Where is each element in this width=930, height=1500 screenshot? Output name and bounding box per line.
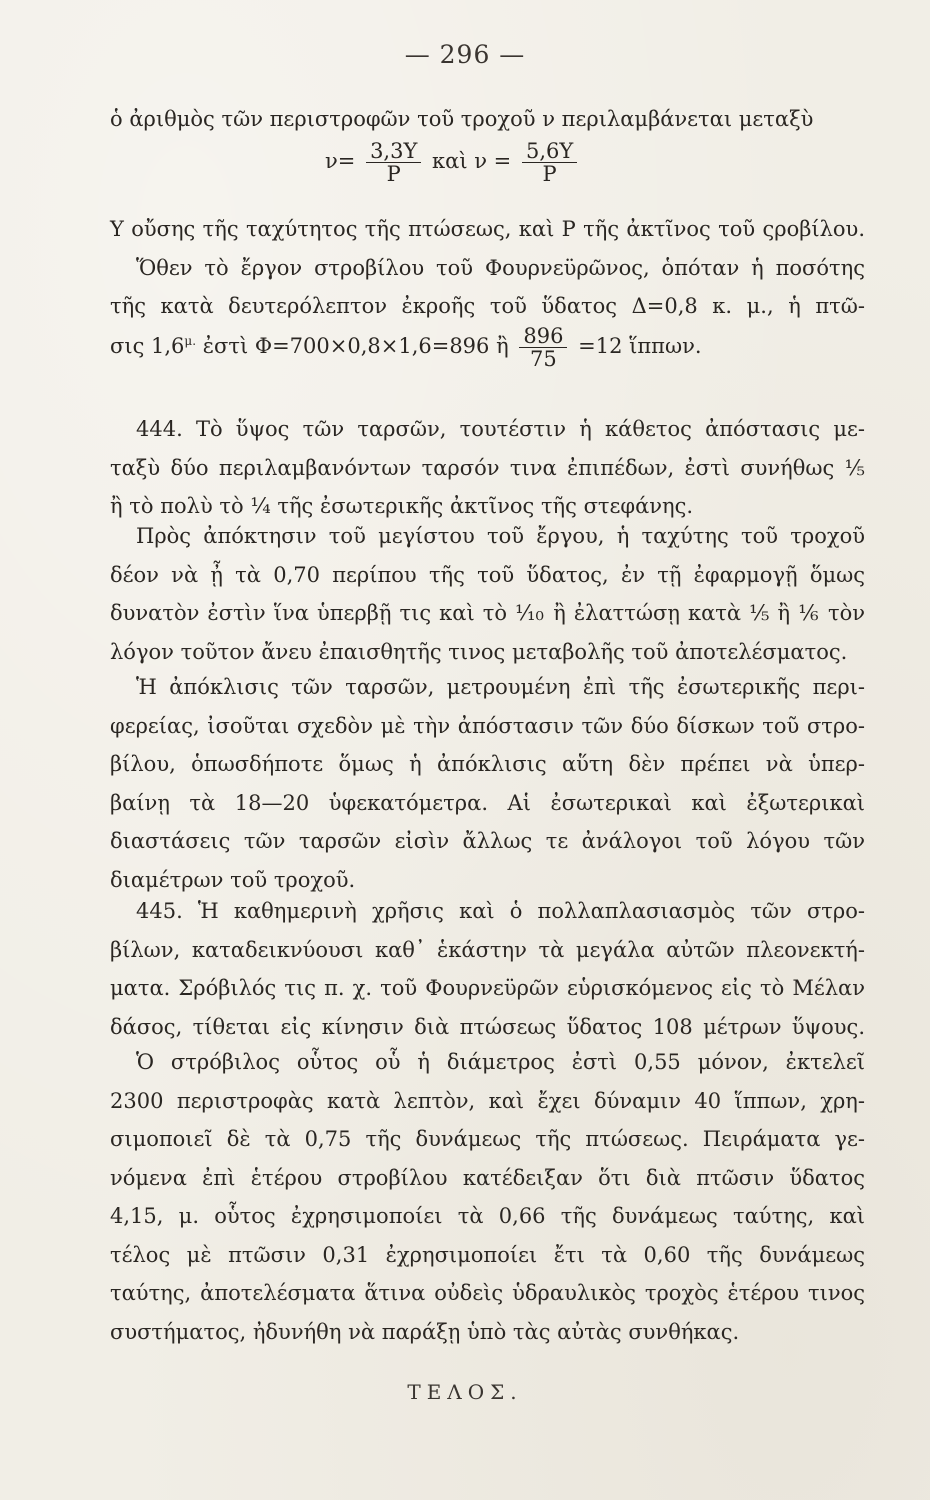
end-mark: ΤΕΛΟΣ. [407,1380,523,1404]
formula-body: ἐστὶ Φ=700×0,8×1,6=896 ἢ [202,334,509,358]
text-line: Ὁ στρόβιλος οὗτος οὗ ἡ διάμετρος ἐστὶ 0,55 μόνον, ἐκτελεῖ [136,1050,865,1074]
text-line: ταξὺ δύο περιλαμβανόντων ταρσόν τινα ἐπιπέδων, ἐστὶ συνήθως ⅕ [110,455,865,480]
text-line: Ἡ ἀπόκλισις τῶν ταρσῶν, μετρουμένη ἐπὶ τῆς ἐσωτερικῆς περι- [136,675,865,699]
paragraph-work [110,210,865,326]
fraction-3 [519,325,567,370]
fraction-1 [366,140,421,185]
text-line: συστήματος, ἠδυνήθη νὰ παράξῃ ὑπὸ τὰς αὐτὰς συνθήκας. [110,1319,740,1344]
text-line: δέον νὰ ᾖ τὰ 0,70 περίπου τῆς τοῦ ὕδατος, ἐν τῇ ἐφαρμογῇ ὅμως [110,562,865,587]
text-line: ἢ τὸ πολὺ τὸ ¼ τῆς ἐσωτερικῆς ἀκτῖνος τῆς στεφάνης. [110,494,694,518]
formula-tail: =12 ἵππων. [578,334,702,358]
section-445 [110,892,865,1046]
section-444 [110,410,865,526]
text-line: βίλων, καταδεικνύουσι καθ᾽ ἑκάστην τὰ μεγάλα αὐτῶν πλεονεκτή- [110,937,865,962]
text-line: τέλος μὲ πτῶσιν 0,31 ἐχρησιμοποίει ἔτι τὰ 0,60 τῆς δυνάμεως [110,1242,865,1267]
text-line: 445. Ἡ καθημερινὴ χρῆσις καὶ ὁ πολλαπλασιασμὸς τῶν στρο- [136,899,865,923]
text-line: διαστάσεις τῶν ταρσῶν εἰσὶν ἄλλως τε ἀνάλογοι τοῦ λόγου τῶν [110,829,865,853]
fraction-2 [522,140,577,185]
intro-line [110,100,865,139]
text-line: ὁ ἀριθμὸς τῶν περιστροφῶν τοῦ τροχοῦ ν περιλαμβάνεται μεταξὺ [110,107,814,131]
paragraph-deviation [110,668,865,899]
unit-superscript: μ. [184,334,197,348]
text-line: 2300 περιστροφὰς κατὰ λεπτὸν, καὶ ἔχει δύναμιν 40 ἵππων, χρη- [110,1088,865,1113]
paragraph-speed [110,517,865,671]
formula-lead: σις 1,6 [110,334,185,358]
text-line: 444. Τὸ ὕψος τῶν ταρσῶν, τουτέστιν ἡ κάθετος ἀπόστασις με- [136,417,865,441]
text-line: Ὅθεν τὸ ἔργον στροβίλου τοῦ Φουρνεϋρῶνος, ὁπόταν ἡ ποσότης [136,255,865,280]
text-line: Πρὸς ἀπόκτησιν τοῦ μεγίστου τοῦ ἔργου, ἡ ταχύτης τοῦ τροχοῦ [136,524,865,548]
text-line: ταύτης, ἀποτελέσματα ἅτινα οὐδεὶς ὑδραυλικὸς τροχὸς ἑτέρου τινος [110,1281,865,1305]
text-line: νόμενα ἐπὶ ἑτέρου στροβίλου κατέδειξαν ὅτι διὰ πτῶσιν ὕδατος [110,1165,865,1190]
text-line: δάσος, τίθεται εἰς κίνησιν διὰ πτώσεως ὕδατος 108 μέτρων ὕψους. [110,1014,865,1039]
fraction-numerator: 896 [519,325,567,348]
formula-lhs: ν= [325,149,356,173]
text-line: ματα. Σρόβιλός τις π. χ. τοῦ Φουρνεϋρῶν εὑρισκόμενος εἰς τὸ Μέλαν [110,976,865,1000]
text-line: δυνατὸν ἐστὶν ἵνα ὑπερβῇ τις καὶ τὸ ⅒ ἢ ἐλαττώσῃ κατὰ ⅕ ἢ ⅙ τὸν [110,601,865,625]
text-line: διαμέτρων τοῦ τροχοῦ. [110,867,356,892]
text-line: 4,15, μ. οὗτος ἐχρησιμοποίει τὰ 0,66 τῆς δυνάμεως ταύτης, καὶ [110,1204,865,1228]
text-line: Υ οὔσης τῆς ταχύτητος τῆς πτώσεως, καὶ P τῆς ἀκτῖνος τοῦ ςροβίλου. [110,217,865,241]
formula-power [110,325,702,370]
fraction-numerator: 3,3Υ [366,140,421,163]
fraction-denominator: P [386,162,401,186]
fraction-numerator: 5,6Υ [522,140,577,163]
fraction-denominator: 75 [530,347,557,371]
text-line: φερείας, ἰσοῦται σχεδὸν μὲ τὴν ἀπόστασιν τῶν δύο δίσκων τοῦ στρο- [110,713,865,738]
paragraph-turbine [110,1043,865,1351]
text-line: σιμοποιεῖ δὲ τὰ 0,75 τῆς δυνάμεως τῆς πτώσεως. Πειράματα γε- [110,1127,865,1151]
page-number: — 296 — [404,40,526,69]
formula-conjunction: καὶ ν = [432,149,512,173]
formula-revolutions [325,140,581,185]
text-line: βίλου, ὁπωσδήποτε ὅμως ἡ ἀπόκλισις αὕτη δὲν πρέπει νὰ ὑπερ- [110,752,865,776]
text-line: τῆς κατὰ δευτερόλεπτον ἐκροῆς τοῦ ὕδατος Δ=0,8 κ. μ., ἡ πτῶ- [110,294,865,318]
text-line: λόγον τοῦτον ἄνευ ἐπαισθητῆς τινος μεταβολῆς τοῦ ἀποτελέσματος. [110,639,848,664]
text-line: βαίνῃ τὰ 18—20 ὑφεκατόμετρα. Αἱ ἐσωτερικαὶ καὶ ἐξωτερικαὶ [110,790,865,815]
fraction-denominator: P [542,162,557,186]
